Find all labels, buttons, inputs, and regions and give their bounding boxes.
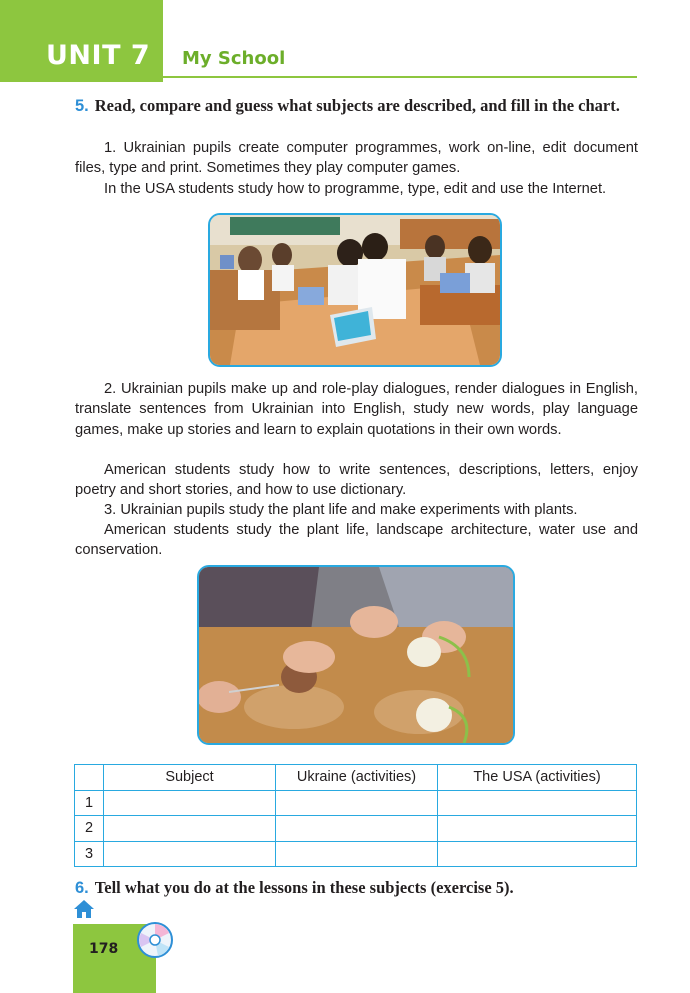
paragraph-2-usa: American students study how to write sentences, descriptions, letters, enjoy poetry and short stories, and how to use dictionary. — [75, 462, 638, 499]
paragraph-3: 3. Ukrainian pupils study the plant life and make experiments with plants. — [104, 502, 578, 518]
usa-cell[interactable] — [438, 841, 637, 867]
ukraine-cell[interactable] — [276, 841, 438, 867]
page-number: 178 — [89, 941, 119, 957]
subject-cell[interactable] — [104, 790, 276, 816]
usa-cell[interactable] — [438, 790, 637, 816]
unit-label: UNIT 7 — [46, 40, 151, 71]
usa-cell[interactable] — [438, 816, 637, 842]
row-number: 1 — [75, 790, 104, 816]
chart-header-subject: Subject — [104, 765, 276, 791]
subject-cell[interactable] — [104, 841, 276, 867]
row-number: 3 — [75, 841, 104, 867]
table-row — [75, 816, 637, 842]
ukraine-cell[interactable] — [276, 816, 438, 842]
exercise-5-heading — [75, 96, 645, 116]
home-icon — [73, 898, 95, 920]
plant-experiment-photo — [197, 565, 515, 745]
computer-class-photo — [208, 213, 502, 367]
exercise-5-number: 5. — [75, 97, 89, 115]
subject-cell[interactable] — [104, 816, 276, 842]
chart-header-num — [75, 765, 104, 791]
chart-header-ukraine: Ukraine (activities) — [276, 765, 438, 791]
table-row — [75, 790, 637, 816]
row-number: 2 — [75, 816, 104, 842]
subjects-chart — [74, 764, 637, 867]
exercise-6-number: 6. — [75, 879, 89, 897]
exercise-6-instruction: Tell what you do at the lessons in these subjects (exercise 5). — [94, 878, 514, 897]
header-divider — [163, 76, 637, 78]
chart-header-row — [75, 765, 637, 791]
chart-header-usa: The USA (activities) — [438, 765, 637, 791]
paragraph-1-usa: In the USA students study how to programme, type, edit and use the Internet. — [104, 181, 607, 197]
paragraph-1: 1. Ukrainian pupils create computer programmes, work on-line, edit document files, type and print. Sometimes they play computer games. — [75, 140, 638, 177]
ukraine-cell[interactable] — [276, 790, 438, 816]
cd-icon — [136, 921, 174, 959]
paragraph-3-usa: American students study the plant life, landscape architecture, water use and conservation. — [75, 522, 638, 559]
exercise-6-heading — [75, 878, 645, 898]
paragraph-2: 2. Ukrainian pupils make up and role-play dialogues, render dialogues in English, translate sentences from Ukrainian into English, study new words, play language games, make up stories and learn to explain quotations in their own words. — [75, 381, 638, 438]
unit-title: My School — [182, 48, 286, 69]
table-row — [75, 841, 637, 867]
exercise-5-instruction: Read, compare and guess what subjects are described, and fill in the chart. — [94, 96, 620, 115]
